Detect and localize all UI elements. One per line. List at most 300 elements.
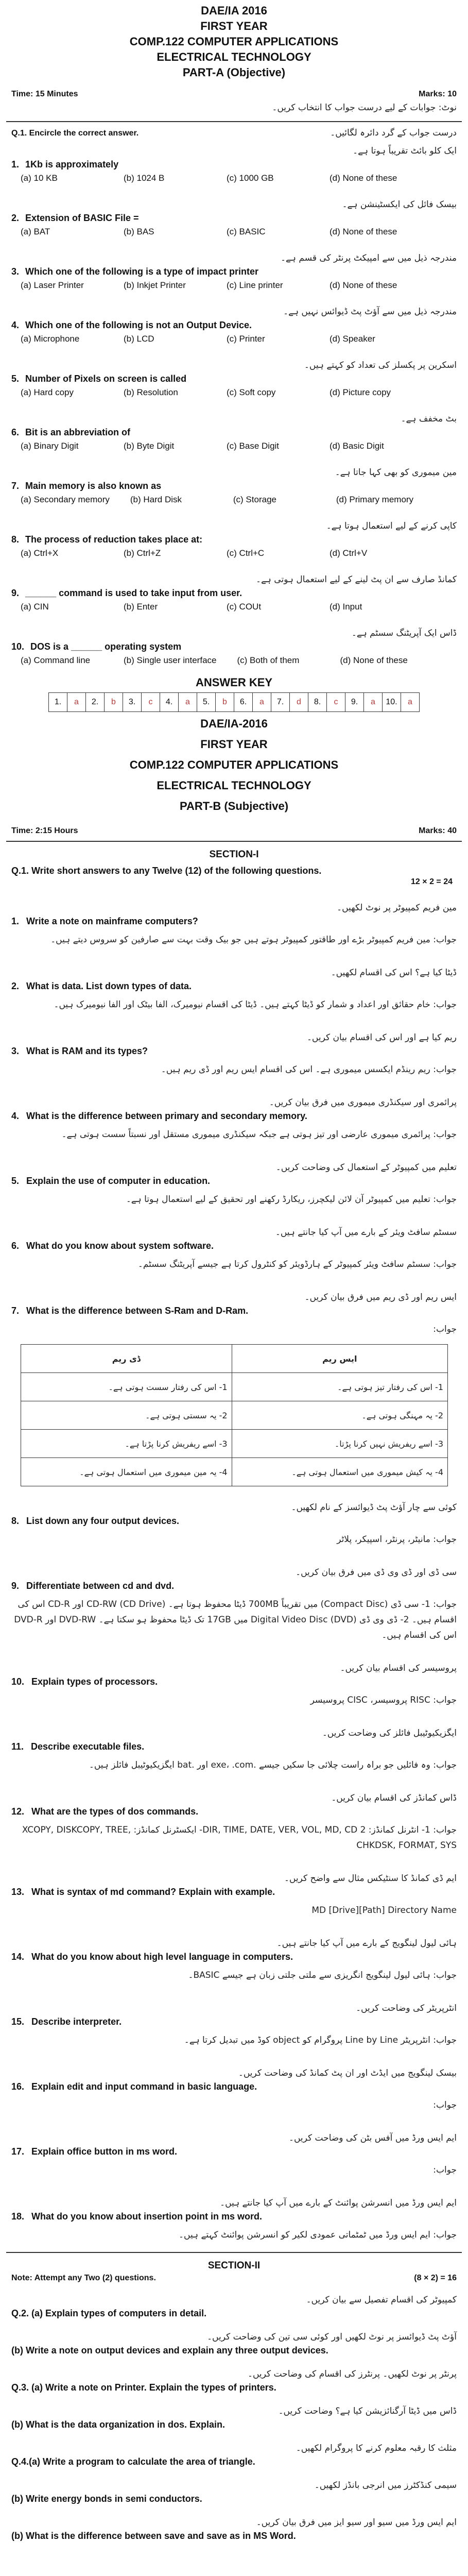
answer-urdu: جواب: مین فریم کمپیوٹر بڑے اور طاقتور کمپیوٹر ہوتے ہیں جو بیک وقت بہت سے صارفین کو سروس دیتے ہیں۔ <box>50 935 457 945</box>
mcq-option: (d) None of these <box>340 655 408 665</box>
long-urdu: ایم ایس ورڈ میں سیو اور سیو ایز میں فرق بیان کریں۔ <box>256 2517 457 2528</box>
short-question <box>0 1938 468 1987</box>
mcq-text: Extension of BASIC File = <box>25 213 139 223</box>
long-question <box>0 2294 468 2320</box>
long-urdu: ڈاس میں ڈیٹا آرگنائزیشن کیا ہے؟ وضاحت کریں۔ <box>278 2406 457 2416</box>
question-text: Write a note on mainframe computers? <box>26 916 198 926</box>
question-line <box>0 1738 468 1753</box>
short-question <box>0 1727 468 1777</box>
mcq-text: Which one of the following is not an Output Device. <box>25 320 252 330</box>
long-questions <box>0 2294 468 2543</box>
short-question <box>0 967 468 1016</box>
mcq-number: 7. <box>11 481 20 491</box>
question-urdu: سی ڈی اور ڈی وی ڈی میں فرق بیان کریں۔ <box>296 1567 457 1578</box>
key-number: 3. <box>123 693 142 712</box>
class: FIRST YEAR <box>200 20 268 32</box>
time-b: Time: 2:15 Hours <box>11 826 78 835</box>
question-text: What is the difference between primary and secondary memory. <box>26 1111 307 1121</box>
mcq-number: 5. <box>11 374 20 384</box>
long-urdu: آؤٹ پٹ ڈیوائسز پر نوٹ لکھیں اور کوئی سی تین کی وضاحت کریں۔ <box>207 2332 457 2342</box>
key-number: 4. <box>160 693 179 712</box>
mcq-number: 1. <box>11 159 20 170</box>
question-urdu: سسٹم سافٹ ویئر کے بارے میں آپ کیا جانتے ہیں۔ <box>275 1227 457 1238</box>
mcq-item <box>0 628 468 668</box>
long-question <box>0 2331 468 2357</box>
key-answer: a <box>67 693 86 712</box>
answer-urdu: جواب: <box>433 2165 457 2175</box>
question-line <box>0 978 468 993</box>
short-question <box>0 2067 468 2117</box>
question-line <box>0 2208 468 2223</box>
mcq-urdu: ایک کلو بائٹ تقریباً ہوتا ہے۔ <box>353 146 457 156</box>
long-question <box>0 2405 468 2431</box>
question-line <box>0 1884 468 1899</box>
answer-key-table <box>48 692 420 712</box>
question-text: What do you know about high level language in computers. <box>31 1952 293 1962</box>
mcq-number: 6. <box>11 427 20 437</box>
long-question <box>0 2443 468 2468</box>
question-text: Explain edit and input command in basic language. <box>31 2081 257 2092</box>
mcq-option: (b) BAS <box>124 227 154 236</box>
question-urdu: مین فریم کمپیوٹر پر نوٹ لکھیں۔ <box>337 903 457 913</box>
mcq-question <box>0 531 468 546</box>
short-question <box>0 1097 468 1146</box>
table-head: ڈی ریم <box>21 1345 232 1373</box>
table-cell: 2- یہ مہنگی ہوتی ہے۔ <box>232 1401 447 1430</box>
short-question <box>0 1567 468 1647</box>
question-text: Describe interpreter. <box>31 2016 122 2027</box>
answer-urdu: جواب: ایم ایس ورڈ میں ٹمٹماتی عمودی لکیر کو انسرشن پوائنٹ کہتے ہیں۔ <box>179 2230 457 2240</box>
question-urdu: ڈاس کمانڈز کی اقسام بیان کریں۔ <box>331 1793 457 1803</box>
short-question <box>0 902 468 952</box>
question-text: What is the difference between S-Ram and D-Ram. <box>26 1306 249 1316</box>
mcq-option: (c) Base Digit <box>227 441 280 451</box>
part-a-header <box>0 0 468 80</box>
subject-b: COMP.122 COMPUTER APPLICATIONS <box>129 758 339 771</box>
long-question <box>0 2517 468 2543</box>
mcq-number: 4. <box>11 320 20 330</box>
question-text: Explain the use of computer in education. <box>26 1176 211 1186</box>
mcq-option: (c) COUt <box>227 602 262 612</box>
answer-urdu: جواب: RISC پروسیسر، CISC پروسیسر <box>310 1695 457 1705</box>
table-row <box>21 1430 448 1458</box>
mcq-options <box>0 225 468 239</box>
mcq-item <box>0 145 468 185</box>
key-answer: a <box>401 693 420 712</box>
question-urdu: پروسیسر کی اقسام بیان کریں۔ <box>340 1663 457 1673</box>
question-number: 2. <box>11 981 20 991</box>
mcq-text: Bit is an abbreviation of <box>25 427 131 437</box>
question-urdu: انٹرپریٹر کی وضاحت کریں۔ <box>356 2003 457 2013</box>
mcq-number: 9. <box>11 588 20 598</box>
question-urdu: ایس ریم اور ڈی ریم میں فرق بیان کریں۔ <box>304 1292 457 1302</box>
mcq-option: (b) Ctrl+Z <box>124 548 161 558</box>
question-number: 11. <box>11 1741 24 1752</box>
mcq-text: The process of reduction takes place at: <box>25 534 203 545</box>
key-answer: b <box>216 693 234 712</box>
mcq-item <box>0 306 468 346</box>
question-number: 6. <box>11 1241 20 1251</box>
mcq-item <box>0 467 468 507</box>
mcq-option: (a) Secondary memory <box>21 495 110 504</box>
mcq-option: (a) Binary Digit <box>21 441 79 451</box>
marks-b: Marks: 40 <box>419 826 457 835</box>
question-urdu: ایم ایس ورڈ میں انسرشن پوائنٹ کے بارے میں آپ کیا جانتے ہیں۔ <box>220 2198 457 2208</box>
answer-urdu: جواب: <box>433 1324 457 1334</box>
mcq-urdu: کمانڈ صارف سے ان پٹ لینے کے لیے استعمال ہوتی ہے۔ <box>256 574 457 585</box>
question-line <box>0 1173 468 1188</box>
question-text: Describe executable files. <box>31 1741 145 1752</box>
mcq-option: (c) Ctrl+C <box>227 548 265 558</box>
mcq-question <box>0 370 468 385</box>
mcq-item <box>0 574 468 614</box>
part-title-b: PART-B (Subjective) <box>179 800 289 812</box>
question-line <box>0 1803 468 1818</box>
table-cell: 1- اس کی رفتار تیز ہوتی ہے۔ <box>232 1373 447 1401</box>
question-line <box>0 2013 468 2028</box>
technology-b: ELECTRICAL TECHNOLOGY <box>157 779 311 792</box>
mcq-question <box>0 317 468 332</box>
question-line <box>0 913 468 928</box>
mcq-option: (c) Soft copy <box>227 387 276 397</box>
question-number: 14. <box>11 1952 25 1962</box>
table-cell: 4- یہ کیش میموری میں استعمال ہوتی ہے۔ <box>232 1458 447 1486</box>
mcq-text: 1Kb is approximately <box>25 159 119 170</box>
question-line <box>0 1948 468 1963</box>
short-questions-2 <box>0 1502 468 2247</box>
mcq-list <box>0 145 468 668</box>
question-text: What do you know about insertion point in ms word. <box>31 2211 263 2222</box>
table-cell: 3- اسے ریفریش نہیں کرنا پڑتا۔ <box>232 1430 447 1458</box>
mcq-options <box>0 439 468 453</box>
mcq-number: 8. <box>11 534 20 545</box>
time-marks-b <box>0 826 468 836</box>
long-text: Q.3. (a) Write a note on Printer. Explain the types of printers. <box>11 2382 276 2393</box>
key-number: 9. <box>345 693 364 712</box>
long-text: (b) Write a note on output devices and explain any three output devices. <box>11 2345 328 2355</box>
question-urdu: ریم کیا ہے اور اس کی اقسام بیان کریں۔ <box>306 1032 457 1043</box>
mcq-option: (a) CIN <box>21 602 49 612</box>
question-number: 13. <box>11 1887 25 1897</box>
subject: COMP.122 COMPUTER APPLICATIONS <box>129 35 339 48</box>
mcq-option: (b) LCD <box>124 334 154 344</box>
mcq-number: 3. <box>11 266 20 277</box>
question-number: 3. <box>11 1046 20 1056</box>
mcq-options <box>0 600 468 614</box>
mcq-question <box>0 210 468 225</box>
table-cell: 4- یہ مین میموری میں استعمال ہوتی ہے۔ <box>21 1458 232 1486</box>
mcq-urdu: کاپی کرنے کے لیے استعمال ہوتا ہے۔ <box>326 521 457 531</box>
table-row <box>21 1401 448 1430</box>
question-urdu: ایگزیکیوٹیبل فائلز کی وضاحت کریں۔ <box>322 1728 457 1738</box>
answer-urdu: جواب: سسٹم سافٹ ویئر کمپیوٹر کے ہارڈویئر کو کنٹرول کرتا ہے جیسے آپریٹنگ سسٹم۔ <box>137 1259 457 1269</box>
time-marks <box>0 90 468 99</box>
short-question <box>0 1663 468 1712</box>
divider-c <box>6 2252 462 2253</box>
answer-urdu: جواب: مانیٹر، پرنٹر، اسپیکر، پلاٹر <box>337 1534 457 1545</box>
answer-urdu: جواب: انٹرپریٹر Line by Line پروگرام کو object کوڈ میں تبدیل کرتا ہے۔ <box>184 2035 457 2045</box>
question-number: 18. <box>11 2211 25 2222</box>
question-line <box>0 2143 468 2158</box>
question-text: Explain office button in ms word. <box>31 2146 178 2157</box>
mcq-option: (a) Microphone <box>21 334 80 344</box>
mcq-question <box>0 156 468 171</box>
question-number: 9. <box>11 1581 20 1591</box>
answer-urdu: جواب: 1- سی ڈی (Compact Disc) میں تقریباً 700MB ڈیٹا محفوظ ہوتا ہے۔ (CD Drive) ‏CD-RW اور CD-R اس کی اقسام ہیں۔ 2- ڈی وی ڈی (DVD) Digital Video Disc میں 17GB تک ڈیٹا محفوظ ہو سکتا ہے۔ DVD-RW اور DVD-R اس کی اقسام ہیں۔ <box>14 1599 457 1640</box>
mcq-option: (c) Storage <box>233 495 276 504</box>
mcq-option: (d) Primary memory <box>336 495 414 504</box>
mcq-option: (d) Basic Digit <box>330 441 384 451</box>
key-number: 7. <box>271 693 290 712</box>
key-answer: b <box>105 693 123 712</box>
mcq-urdu: اسکرین پر پکسلز کی تعداد کو کہتے ہیں۔ <box>304 360 457 370</box>
mcq-option: (a) BAT <box>21 227 50 236</box>
mcq-urdu: ڈاس ایک آپریٹنگ سسٹم ہے۔ <box>351 628 457 638</box>
long-question <box>0 2368 468 2394</box>
mcq-option: (b) Inkjet Printer <box>124 280 186 290</box>
question-text: List down any four output devices. <box>26 1516 180 1526</box>
mcq-option: (b) Single user interface <box>124 655 217 665</box>
question-urdu: ڈیٹا کیا ہے؟ اس کی اقسام لکھیں۔ <box>331 968 457 978</box>
key-number: 6. <box>234 693 253 712</box>
mcq-option: (d) Speaker <box>330 334 375 344</box>
key-number: 1. <box>49 693 67 712</box>
short-questions <box>0 902 468 1341</box>
short-question <box>0 1292 468 1341</box>
mcq-item <box>0 252 468 293</box>
answer-urdu: جواب: خام حقائق اور اعداد و شمار کو ڈیٹا کہتے ہیں۔ ڈیٹا کی اقسام نیومیرک، الفا بیٹک اور الفا نیومیرک ہیں۔ <box>54 999 457 1010</box>
answer-urdu: جواب: ہائی لیول لینگویج انگریزی سے ملتی جلتی زبان ہے جیسے BASIC۔ <box>188 1970 457 1980</box>
mcq-option: (d) Input <box>330 602 362 612</box>
question-text: What do you know about system software. <box>26 1241 214 1251</box>
key-number: 5. <box>197 693 216 712</box>
key-answer: a <box>253 693 271 712</box>
mcq-options <box>0 653 468 668</box>
mcq-option: (c) 1000 GB <box>227 173 274 183</box>
answer-key-title: ANSWER KEY <box>195 676 273 689</box>
mcq-urdu: مندرجہ ذیل میں سے آؤٹ پٹ ڈیوائس نہیں ہے۔ <box>283 307 457 317</box>
mcq-option: (d) None of these <box>330 173 397 183</box>
question-urdu: کوئی سے چار آؤٹ پٹ ڈیوائسز کے نام لکھیں۔ <box>291 1502 457 1513</box>
table-head: ایس ریم <box>232 1345 447 1373</box>
question-text: What is syntax of md command? Explain with example. <box>31 1887 275 1897</box>
question-line <box>0 1238 468 1252</box>
short-question <box>0 2132 468 2182</box>
mcq-item <box>0 360 468 400</box>
question-line <box>0 1578 468 1592</box>
q1-urdu: درست جواب کے گرد دائرہ لگائیں۔ <box>330 128 457 138</box>
mcq-text: ______ command is used to take input from user. <box>25 588 242 598</box>
q1-title: Q.1. Encircle the correct answer. <box>11 129 139 138</box>
mcq-option: (a) Command line <box>21 655 91 665</box>
mcq-question <box>0 424 468 439</box>
mcq-option: (c) BASIC <box>227 227 266 236</box>
mcq-text: Main memory is also known as <box>25 481 162 491</box>
key-answer: c <box>327 693 345 712</box>
long-urdu: کمپیوٹر کی اقسام تفصیل سے بیان کریں۔ <box>306 2295 457 2305</box>
mcq-question <box>0 638 468 653</box>
long-text: (b) What is the data organization in dos. Explain. <box>11 2419 226 2430</box>
short-question <box>0 1227 468 1276</box>
question-text: What is RAM and its types? <box>26 1046 148 1056</box>
mcq-option: (c) Printer <box>227 334 265 344</box>
mcq-question <box>0 263 468 278</box>
mcq-option: (b) Enter <box>124 602 158 612</box>
key-number: 8. <box>308 693 327 712</box>
mcq-question <box>0 585 468 600</box>
key-answer: d <box>290 693 308 712</box>
question-urdu: بیسک لینگویج میں ایڈٹ اور ان پٹ کمانڈ کی وضاحت کریں۔ <box>238 2068 457 2078</box>
mcq-option: (c) Line printer <box>227 280 283 290</box>
answer-urdu: جواب: 1- انٹرنل کمانڈز: DIR, TIME, DATE, VER, VOL, MD, CD 2- ایکسٹرنل کمانڈز: XCOPY, DISKCOPY, TREE, CHKDSK, FORMAT, SYS <box>22 1825 457 1851</box>
short-question <box>0 2197 468 2247</box>
question-text: What are the types of dos commands. <box>31 1806 199 1817</box>
board-year: DAE/IA 2016 <box>201 4 267 17</box>
mcq-options <box>0 278 468 293</box>
key-answer: c <box>142 693 160 712</box>
question-urdu: ایم ڈی کمانڈ کا سنٹیکس مثال سے واضح کریں۔ <box>284 1873 457 1884</box>
table-row <box>21 1373 448 1401</box>
question-number: 15. <box>11 2016 25 2027</box>
mcq-option: (b) 1024 B <box>124 173 165 183</box>
question-urdu: ایم ایس ورڈ میں آفس بٹن کی وضاحت کریں۔ <box>288 2133 457 2143</box>
key-number: 10. <box>383 693 401 712</box>
note-row <box>0 2274 468 2283</box>
mcq-urdu: مین میموری کو بھی کہا جاتا ہے۔ <box>335 467 457 478</box>
mcq-option: (a) 10 KB <box>21 173 58 183</box>
long-question <box>0 2480 468 2505</box>
question-number: 7. <box>11 1306 20 1316</box>
key-answer: a <box>179 693 197 712</box>
short-question <box>0 1032 468 1081</box>
short-question <box>0 1873 468 1922</box>
mcq-option: (d) None of these <box>330 227 397 236</box>
part-title: PART-A (Objective) <box>182 66 286 79</box>
mcq-option: (d) None of these <box>330 280 397 290</box>
long-text: (b) What is the difference between save and save as in MS Word. <box>11 2531 296 2541</box>
mcq-option: (b) Resolution <box>124 387 178 397</box>
long-urdu: مثلث کا رقبہ معلوم کرنے کا پروگرام لکھیں۔ <box>296 2443 457 2453</box>
long-urdu: سیمی کنڈکٹرز میں انرجی بانڈز لکھیں۔ <box>314 2480 457 2490</box>
mcq-text: Number of Pixels on screen is called <box>25 374 187 384</box>
mcq-option: (d) Picture copy <box>330 387 391 397</box>
mcq-question <box>0 478 468 493</box>
table-cell: 3- اسے ریفریش کرنا پڑتا ہے۔ <box>21 1430 232 1458</box>
question-number: 4. <box>11 1111 20 1121</box>
instructions-urdu: نوٹ: جوابات کے لیے درست جواب کا انتخاب کریں۔ <box>272 103 457 113</box>
mcq-item <box>0 520 468 561</box>
key-number: 2. <box>86 693 105 712</box>
mcq-options <box>0 546 468 561</box>
question-line <box>0 1673 468 1688</box>
question-text: Explain types of processors. <box>31 1676 158 1687</box>
mcq-number: 2. <box>11 213 20 223</box>
question-urdu: پرائمری اور سیکنڈری میموری میں فرق بیان کریں۔ <box>269 1097 457 1108</box>
mcq-options <box>0 332 468 346</box>
question-number: 5. <box>11 1176 20 1186</box>
short-question <box>0 1162 468 1211</box>
marks: Marks: 10 <box>419 90 457 98</box>
answer-urdu: جواب: ریم رینڈم ایکسس میموری ہے۔ اس کی اقسام ایس ریم اور ڈی ریم ہیں۔ <box>161 1064 457 1075</box>
question-number: 17. <box>11 2146 25 2157</box>
mcq-option: (a) Laser Printer <box>21 280 84 290</box>
mcq-options <box>0 171 468 185</box>
key-answer: a <box>364 693 383 712</box>
question-line <box>0 1108 468 1123</box>
answer-urdu: جواب: پرائمری میموری عارضی اور تیز ہوتی ہے جبکہ سیکنڈری میموری مستقل اور نسبتاً سست ہوتی ہے۔ <box>61 1129 457 1140</box>
mcq-urdu: مندرجہ ذیل میں سے امپیکٹ پرنٹر کی قسم ہے۔ <box>281 253 457 263</box>
long-text: (b) Write energy bonds in semi conductors. <box>11 2494 202 2504</box>
mcq-urdu: بیسک فائل کی ایکسٹینشن ہے۔ <box>342 199 457 210</box>
divider <box>6 121 462 122</box>
note: Note: Attempt any Two (2) questions. <box>11 2274 156 2282</box>
divider-b <box>6 841 462 842</box>
question-text: Differentiate between cd and dvd. <box>26 1581 175 1591</box>
section-1: SECTION-I <box>209 849 259 860</box>
table-cell: 1- اس کی رفتار سست ہوتی ہے۔ <box>21 1373 232 1401</box>
mcq-number: 10. <box>11 641 25 652</box>
answer-urdu: جواب: وہ فائلیں جو براہ راست چلائی جا سکیں جیسے .exe، .com اور .bat ایگزیکیوٹیبل فائلز ہیں۔ <box>89 1760 457 1770</box>
mcq-options <box>0 385 468 400</box>
time: Time: 15 Minutes <box>11 90 78 98</box>
question-line <box>0 1302 468 1317</box>
mcq-item <box>0 413 468 453</box>
mcq-item <box>0 199 468 239</box>
long-urdu: پرنٹر پر نوٹ لکھیں۔ پرنٹرز کی اقسام کی وضاحت کریں۔ <box>248 2369 457 2379</box>
mcq-option: (a) Ctrl+X <box>21 548 59 558</box>
mcq-option: (c) Both of them <box>237 655 300 665</box>
question-number: 12. <box>11 1806 25 1817</box>
question-line <box>0 1513 468 1528</box>
mcq-option: (a) Hard copy <box>21 387 74 397</box>
sram-dram-table <box>21 1344 448 1486</box>
technology: ELECTRICAL TECHNOLOGY <box>157 50 311 63</box>
mcq-option: (b) Byte Digit <box>124 441 175 451</box>
question-line <box>0 2078 468 2093</box>
question-number: 1. <box>11 916 20 926</box>
q1-b-marks: 12 × 2 = 24 <box>411 877 453 886</box>
answer-urdu: جواب: <box>433 2100 457 2110</box>
mcq-text: DOS is a ______ operating system <box>30 641 182 652</box>
table-cell: 2- یہ سستی ہوتی ہے۔ <box>21 1401 232 1430</box>
question-number: 8. <box>11 1516 20 1526</box>
table-row <box>21 1458 448 1486</box>
answer-urdu: جواب: تعلیم میں کمپیوٹر آن لائن لیکچرز، ریکارڈ رکھنے اور تحقیق کے لیے استعمال ہوتا ہے۔ <box>126 1194 457 1205</box>
section-2: SECTION-II <box>207 2260 261 2271</box>
answer-urdu: MD [Drive][Path] Directory Name <box>311 1905 457 1916</box>
q1-b-title: Q.1. Write short answers to any Twelve (12) of the following questions. <box>11 866 322 876</box>
question-urdu: تعلیم میں کمپیوٹر کے استعمال کی وضاحت کریں۔ <box>275 1162 457 1173</box>
q1-row <box>0 127 468 138</box>
mcq-options <box>0 493 468 507</box>
question-text: What is data. List down types of data. <box>26 981 192 991</box>
class-b: FIRST YEAR <box>200 738 268 751</box>
short-question <box>0 1502 468 1551</box>
part-b-header <box>0 716 468 814</box>
board-year-b: DAE/IA-2016 <box>200 717 268 730</box>
short-question <box>0 1792 468 1857</box>
long-text: Q.4.(a) Write a program to calculate the area of triangle. <box>11 2456 255 2467</box>
mcq-option: (b) Hard Disk <box>130 495 182 504</box>
question-urdu: ہائی لیول لینگویج کے بارے میں آپ کیا جانتے ہیں۔ <box>276 1938 457 1948</box>
note-marks: (8 × 2) = 16 <box>414 2274 457 2282</box>
mcq-urdu: بٹ مخفف ہے۔ <box>401 414 457 424</box>
mcq-text: Which one of the following is a type of impact printer <box>25 266 259 277</box>
question-number: 10. <box>11 1676 25 1687</box>
question-number: 16. <box>11 2081 25 2092</box>
long-text: Q.2. (a) Explain types of computers in detail. <box>11 2308 207 2318</box>
mcq-option: (d) Ctrl+V <box>330 548 368 558</box>
